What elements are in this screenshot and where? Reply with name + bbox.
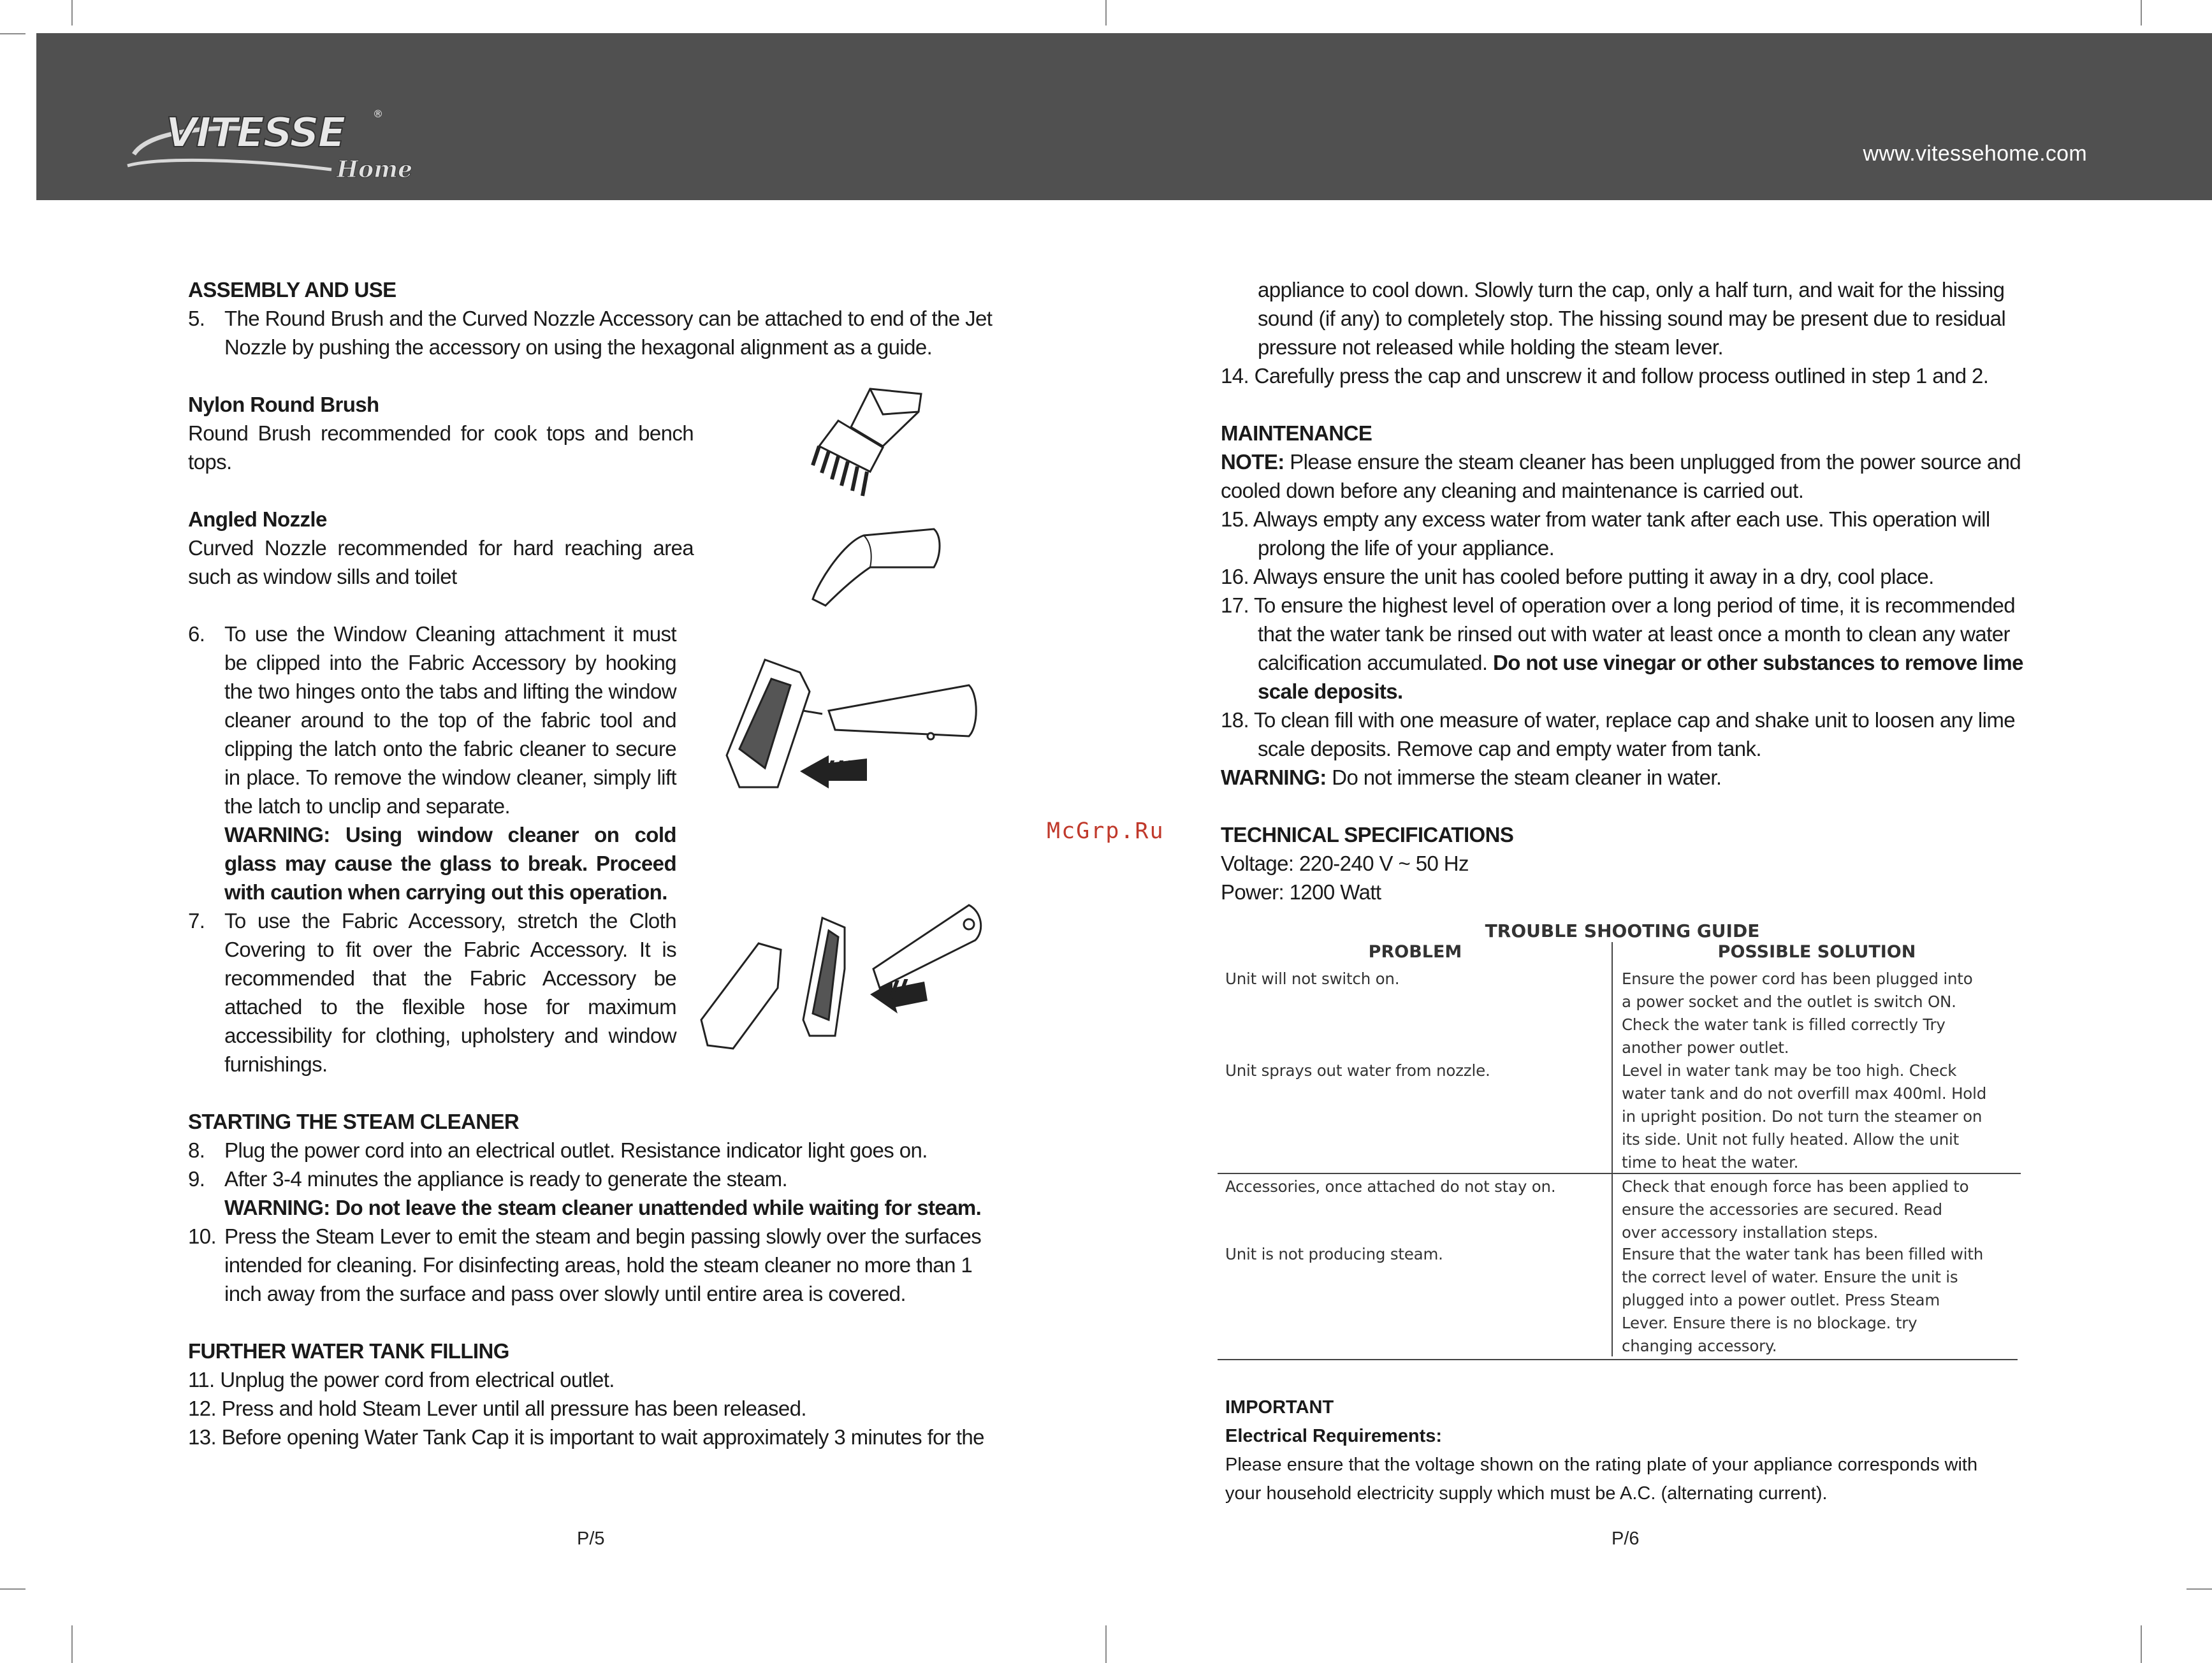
page-number-right: P/6 <box>1612 1529 1640 1549</box>
guide-solution-line: Ensure that the water tank has been filled with <box>1622 1245 1984 1263</box>
guide-solution-line: in upright position. Do not turn the steamer on <box>1622 1107 1983 1126</box>
step-6-number: 6. <box>188 622 205 646</box>
maintenance-note <box>1221 447 2027 505</box>
step-8 <box>188 1136 994 1165</box>
nozzle-heading: Angled Nozzle <box>188 507 327 531</box>
step-13-continued: appliance to cool down. Slowly turn the cap, only a half turn, and wait for the hissing sound (if any) to completely stop. The hissing sound may be present due to residual pressure not released while holding the steam lever. <box>1258 278 2006 359</box>
brush-heading: Nylon Round Brush <box>188 393 379 416</box>
step-6 <box>188 620 676 820</box>
nozzle-text: Curved Nozzle recommended for hard reaching area such as window sills and toilet <box>188 536 694 588</box>
important-notice <box>1225 1393 2054 1508</box>
assembly-heading: ASSEMBLY AND USE <box>188 278 397 301</box>
fabric-accessory-illustration <box>695 892 988 1058</box>
crop-mark <box>0 33 25 34</box>
important-line-2: your household electricity supply which must be A.C. (alternating current). <box>1225 1483 1828 1504</box>
step-10-number: 10. <box>188 1224 217 1248</box>
step-17-bold: Do not use vinegar or other substances to remove lime scale deposits. <box>1258 651 2023 703</box>
step-14: 14. Carefully press the cap and unscrew it and follow process outlined in step 1 and 2. <box>1221 364 1989 388</box>
guide-problem-1: Unit will not switch on. <box>1225 969 1400 988</box>
crop-mark <box>2141 1625 2142 1663</box>
guide-title: TROUBLE SHOOTING GUIDE <box>1485 920 1760 941</box>
step-9-warning: WARNING: Do not leave the steam cleaner unattended while waiting for steam. <box>224 1196 982 1219</box>
step-6-warning: WARNING: Using window cleaner on cold glass may cause the glass to break. Proceed with caution when carrying out this operation. <box>224 823 676 904</box>
guide-solution-line: Check the water tank is filled correctly Try <box>1622 1015 1946 1034</box>
step-18: 18. To clean fill with one measure of water, replace cap and shake unit to loosen any lime scale deposits. Remove cap and empty water from tank. <box>1221 708 2015 760</box>
watermark: McGrp.Ru <box>1047 818 1165 844</box>
step-8-text: Plug the power cord into an electrical outlet. Resistance indicator light goes on. <box>224 1138 928 1162</box>
step-7-text: To use the Fabric Accessory, stretch the Cloth Covering to fit over the Fabric Accessory. It is recommended that the Fabric Accessory be attached to the flexible hose for maximum accessibility for clothing, upholstery and window furnishings. <box>224 909 676 1076</box>
voltage-spec: Voltage: 220-240 V ~ 50 Hz <box>1221 852 1469 875</box>
crop-mark <box>2187 1588 2212 1590</box>
guide-solution-line: Level in water tank may be too high. Check <box>1622 1061 1957 1080</box>
guide-solution-line: plugged into a power outlet. Press Steam <box>1622 1291 1940 1309</box>
crop-mark <box>1105 1625 1107 1663</box>
guide-solution-1 <box>1622 968 1973 1059</box>
starting-heading: STARTING THE STEAM CLEANER <box>188 1110 520 1133</box>
crop-mark <box>71 0 73 25</box>
logo-subtitle: Home <box>337 156 413 183</box>
guide-solution-header: POSSIBLE SOLUTION <box>1717 942 1916 962</box>
guide-solution-3 <box>1622 1175 1968 1244</box>
warning-label: WARNING: <box>1221 766 1327 789</box>
step-8-number: 8. <box>188 1138 205 1162</box>
trouble-shooting-guide <box>1218 920 2027 1360</box>
step-7 <box>188 906 676 1078</box>
page-number-left: P/5 <box>577 1529 605 1549</box>
guide-solution-line: Lever. Ensure there is no blockage. try <box>1622 1314 1917 1332</box>
important-subheading: Electrical Requirements: <box>1225 1426 1443 1446</box>
crop-mark <box>71 1625 73 1663</box>
step-9-text: After 3-4 minutes the appliance is ready to generate the steam. <box>224 1167 788 1191</box>
step-11: 11. Unplug the power cord from electrical outlet. <box>188 1368 615 1391</box>
brush-text: Round Brush recommended for cook tops and bench tops. <box>188 421 694 474</box>
immerse-warning <box>1221 763 2027 792</box>
guide-solution-line: over accessory installation steps. <box>1622 1223 1879 1242</box>
guide-solution-line: changing accessory. <box>1622 1337 1777 1355</box>
step-7-number: 7. <box>188 909 205 933</box>
guide-solution-2 <box>1622 1059 1986 1174</box>
step-5-number: 5. <box>188 307 205 330</box>
right-page-content <box>1221 275 2027 906</box>
important-heading: IMPORTANT <box>1225 1397 1334 1418</box>
guide-solution-4 <box>1622 1243 1983 1358</box>
step-10 <box>188 1222 994 1308</box>
guide-problem-header: PROBLEM <box>1368 942 1462 962</box>
maintenance-heading: MAINTENANCE <box>1221 421 1372 445</box>
guide-solution-line: ensure the accessories are secured. Read <box>1622 1200 1942 1219</box>
guide-solution-line: time to heat the water. <box>1622 1153 1799 1172</box>
warning-text: Do not immerse the steam cleaner in water. <box>1326 766 1722 789</box>
step-10-text: Press the Steam Lever to emit the steam and begin passing slowly over the surfaces intended for cleaning. For disinfecting areas, hold the steam cleaner no more than 1 inch away from the surface and pass over slowly until entire area is covered. <box>224 1224 982 1305</box>
crop-mark <box>1105 0 1107 25</box>
step-15: 15. Always empty any excess water from water tank after each use. This operation will prolong the life of your appliance. <box>1221 507 1990 560</box>
step-17-text: 17. To ensure the highest level of operation over a long period of time, it is recommended that the water tank be rinsed out with water at least once a month to clean any water calcification accumulated. <box>1221 593 2015 674</box>
note-label: NOTE: <box>1221 450 1284 474</box>
guide-problem-4: Unit is not producing steam. <box>1225 1245 1443 1263</box>
note-text: Please ensure the steam cleaner has been unplugged from the power source and cooled down before any cleaning and maintenance is carried out. <box>1221 450 2021 502</box>
window-cleaner-illustration <box>708 647 982 813</box>
registered-mark: ® <box>373 108 383 120</box>
guide-problem-3: Accessories, once attached do not stay on. <box>1225 1177 1556 1196</box>
important-line-1: Please ensure that the voltage shown on the rating plate of your appliance corresponds with <box>1225 1455 1978 1475</box>
step-12: 12. Press and hold Steam Lever until all pressure has been released. <box>188 1397 806 1420</box>
step-9 <box>188 1165 994 1193</box>
logo-wordmark: VITESSE <box>166 110 345 157</box>
crop-mark <box>0 1588 25 1590</box>
guide-solution-line: Check that enough force has been applied to <box>1622 1177 1969 1196</box>
step-5-text: The Round Brush and the Curved Nozzle Accessory can be attached to end of the Jet Nozzle by pushing the accessory on using the hexagonal alignment as a guide. <box>224 307 993 359</box>
tech-heading: TECHNICAL SPECIFICATIONS <box>1221 823 1514 846</box>
step-16: 16. Always ensure the unit has cooled before putting it away in a dry, cool place. <box>1221 565 1934 588</box>
guide-solution-line: water tank and do not overfill max 400ml. Hold <box>1622 1084 1987 1103</box>
guide-solution-line: another power outlet. <box>1622 1038 1789 1057</box>
guide-column-divider <box>1612 942 1613 1356</box>
guide-solution-line: Ensure the power cord has been plugged into <box>1622 969 1973 988</box>
guide-bottom-rule <box>1218 1359 2018 1360</box>
guide-solution-line: a power socket and the outlet is switch ON. <box>1622 992 1956 1011</box>
round-brush-illustration <box>794 376 934 504</box>
step-5 <box>188 304 994 361</box>
crop-mark <box>2141 0 2142 25</box>
vitesse-logo <box>121 96 427 191</box>
filling-heading: FURTHER WATER TANK FILLING <box>188 1339 509 1363</box>
power-spec: Power: 1200 Watt <box>1221 880 1381 904</box>
guide-solution-line: its side. Unit not fully heated. Allow the unit <box>1622 1130 1960 1149</box>
step-6-text: To use the Window Cleaning attachment it must be clipped into the Fabric Accessory by hooking the two hinges onto the tabs and lifting the window cleaner around to the top of the fabric tool and clipping the latch onto the fabric cleaner to secure in place. To remove the window cleaner, simply lift the latch to unclip and separate. <box>224 622 676 818</box>
angled-nozzle-illustration <box>800 516 947 612</box>
guide-problem-2: Unit sprays out water from nozzle. <box>1225 1061 1490 1080</box>
website-url[interactable]: www.vitessehome.com <box>1863 142 2087 166</box>
step-9-number: 9. <box>188 1167 205 1191</box>
guide-solution-line: the correct level of water. Ensure the unit is <box>1622 1268 1958 1286</box>
step-13: 13. Before opening Water Tank Cap it is important to wait approximately 3 minutes for the <box>188 1425 984 1449</box>
step-17 <box>1221 591 2027 706</box>
